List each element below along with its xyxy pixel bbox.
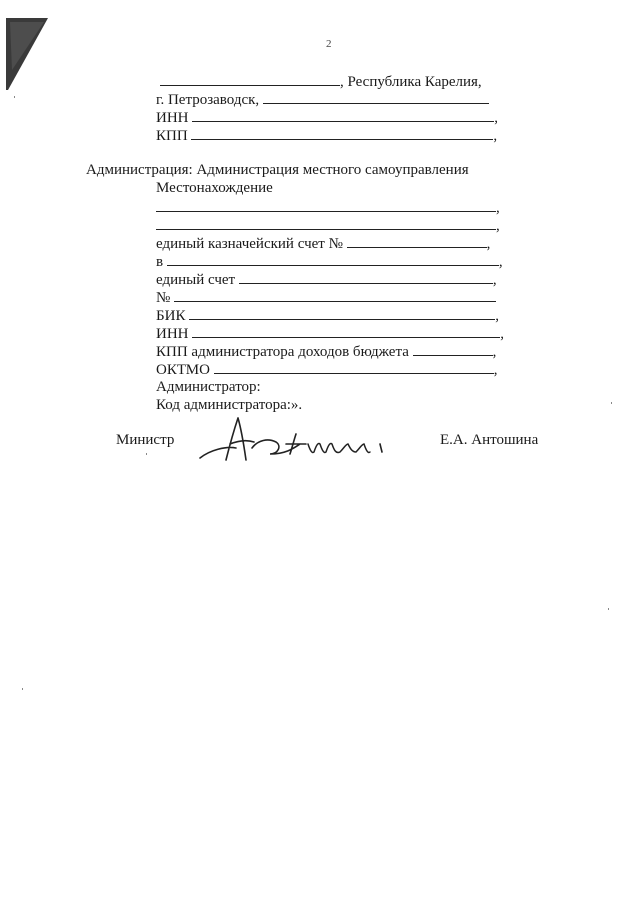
scan-speck bbox=[146, 453, 147, 455]
treasury-account-label: единый казначейский счет № bbox=[156, 236, 343, 252]
blank-field bbox=[263, 91, 489, 104]
kpp-admin-label: КПП администратора доходов бюджета bbox=[156, 344, 409, 360]
comma: , bbox=[493, 362, 498, 378]
blank-field bbox=[192, 109, 494, 122]
kpp-label: КПП bbox=[156, 128, 188, 144]
blank-field bbox=[239, 271, 493, 284]
scan-speck bbox=[608, 608, 609, 610]
page-number: 2 bbox=[326, 38, 332, 50]
bik-label: БИК bbox=[156, 308, 186, 324]
blank-field bbox=[413, 343, 493, 356]
number-label: № bbox=[156, 290, 171, 306]
comma: , bbox=[492, 344, 497, 360]
inn-label: ИНН bbox=[156, 110, 189, 126]
oktmo-line bbox=[156, 361, 497, 379]
administrator-label: Администратор: bbox=[156, 379, 261, 395]
blank-field bbox=[191, 127, 493, 140]
treasury-account-line bbox=[156, 235, 490, 253]
scan-speck bbox=[14, 96, 15, 98]
comma: , bbox=[493, 128, 498, 144]
republic-line bbox=[160, 73, 482, 91]
scan-speck bbox=[611, 402, 612, 404]
blank-field bbox=[192, 325, 500, 338]
city-line bbox=[156, 91, 489, 109]
oktmo-label: ОКТМО bbox=[156, 362, 210, 378]
comma: , bbox=[495, 308, 499, 324]
blank-field bbox=[347, 235, 487, 248]
comma: , bbox=[492, 272, 497, 288]
blank-field bbox=[156, 199, 496, 212]
number-line bbox=[156, 289, 496, 307]
header-kpp-line bbox=[156, 127, 497, 145]
admin-code-label: Код администратора:». bbox=[156, 397, 303, 413]
comma: , bbox=[500, 326, 504, 342]
single-account-line bbox=[156, 271, 497, 289]
comma: , bbox=[486, 236, 491, 252]
blank-field bbox=[156, 217, 496, 230]
admin-inn-line bbox=[156, 325, 504, 343]
city-label: г. Петрозаводск, bbox=[156, 92, 260, 108]
comma: , bbox=[496, 200, 500, 216]
header-inn-line bbox=[156, 109, 498, 127]
location-label: Местонахождение bbox=[156, 180, 273, 196]
administration-heading: Администрация: Администрация местного самоуправления bbox=[86, 162, 469, 178]
blank-field bbox=[160, 73, 340, 86]
handwritten-signature bbox=[196, 414, 396, 466]
blank-field bbox=[174, 289, 496, 302]
location-line-2 bbox=[156, 217, 500, 235]
comma: , bbox=[498, 254, 503, 270]
blank-field bbox=[189, 307, 495, 320]
signer-position: Министр bbox=[116, 432, 175, 448]
signer-name: Е.А. Антошина bbox=[440, 432, 539, 448]
single-account-label: единый счет bbox=[156, 272, 236, 288]
kpp-admin-line bbox=[156, 343, 496, 361]
blank-field bbox=[167, 253, 499, 266]
in-label: в bbox=[156, 254, 164, 270]
location-line-1 bbox=[156, 199, 500, 217]
blank-field bbox=[214, 361, 494, 374]
republic-text: , Республика Карелия, bbox=[340, 74, 482, 90]
bik-line bbox=[156, 307, 499, 325]
inn-label: ИНН bbox=[156, 326, 189, 342]
scan-corner-artifact bbox=[0, 0, 52, 92]
scan-speck bbox=[22, 688, 23, 690]
bank-line bbox=[156, 253, 503, 271]
comma: , bbox=[494, 110, 498, 126]
comma: , bbox=[496, 218, 500, 234]
